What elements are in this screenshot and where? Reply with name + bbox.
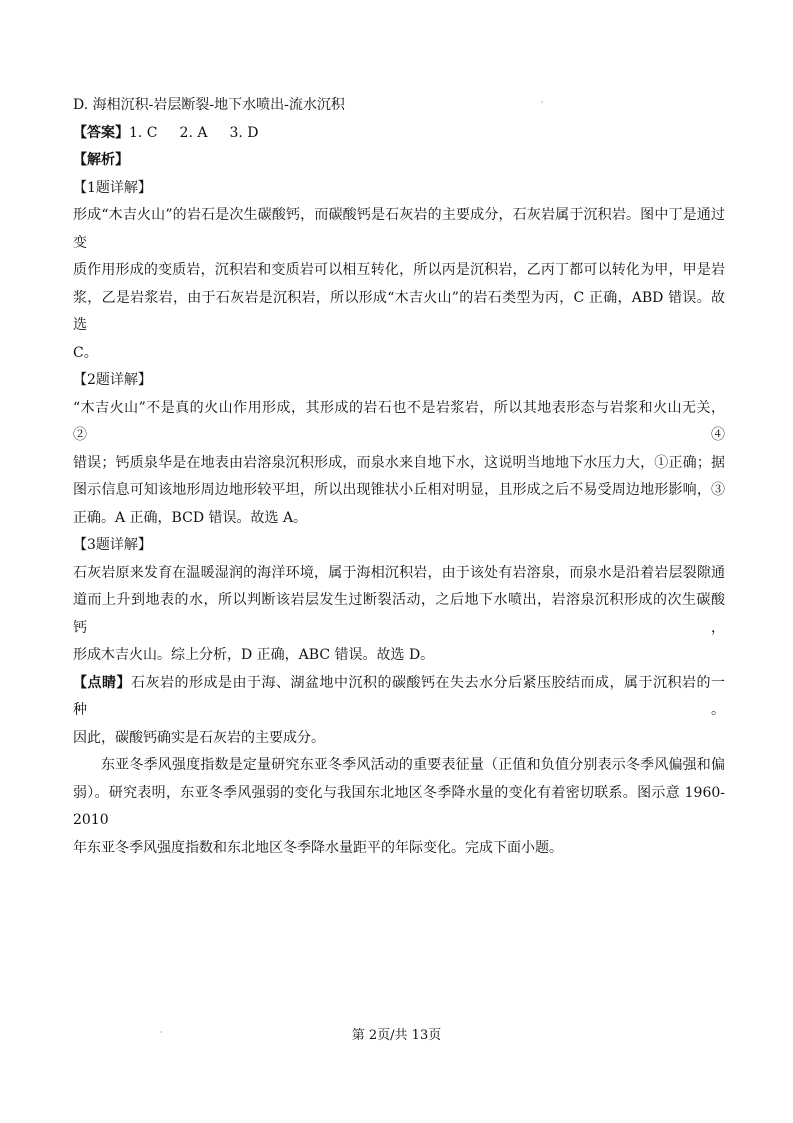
q1-line: 质作用形成的变质岩，沉积岩和变质岩可以相互转化，所以丙是沉积岩，乙丙丁都可以转化为甲，甲是岩 [73,262,725,278]
analysis-label: 【解析】 [73,152,129,168]
tip-label: 【点睛】 [73,674,131,691]
answer-label: 【答案】 [73,124,129,141]
q2-line: 正确。A 正确，BCD 错误。故选 A。 [73,509,308,526]
answer-line [73,120,725,148]
q3-line: 石灰岩原来发育在温暖湿润的海洋环境，属于海相沉积岩，由于该处有岩溶泉，而泉水是沿着岩层裂隙通 [73,564,725,581]
document-body [73,92,725,862]
answer-2: 2. A [179,124,208,141]
tip-text: 石灰岩的形成是由于海、湖盆地中沉积的碳酸钙在失去水分后紧压胶结而成，属于沉积岩的一种。 [73,674,725,718]
q1-line: 形成“木吉火山”的岩石是次生碳酸钙，而碳酸钙是石灰岩的主要成分，石灰岩属于沉积岩。图中丁是通过变 [73,207,725,251]
q1-line: 浆，乙是岩浆岩，由于石灰岩是沉积岩，所以形成“木吉火山”的岩石类型为丙，C 正确，ABD 错误。故选 [73,289,725,333]
intro-line: 年东亚冬季风强度指数和东北地区冬季降水量距平的年际变化。完成下面小题。 [73,839,563,856]
q3-line: 形成木吉火山。综上分析，D 正确，ABC 错误。故选 D。 [73,647,435,663]
intro-line: 弱）。研究表明，东亚冬季风强弱的变化与我国东北地区冬季降水量的变化有着密切联系。图示意 1960-2010 [73,784,725,828]
q2-line: 图示信息可知该地形周边地形较平坦，所以出现锥状小丘相对明显，且形成之后不易受周边地形影响，③ [73,482,725,498]
option-d: D. 海相沉积-岩层断裂-地下水喷出-流水沉积 [73,97,345,113]
answer-1: 1. C [129,124,158,141]
q3-heading: 【3题详解】 [73,537,152,553]
page-footer: 第 2页/共 13页 [351,1028,442,1043]
answer-3: 3. D [229,124,259,141]
q1-heading: 【1题详解】 [73,179,152,196]
q3-line: 道而上升到地表的水，所以判断该岩层发生过断裂活动，之后地下水喷出，岩溶泉沉积形成的次生碳酸钙， [73,592,725,636]
tip-line [73,670,725,725]
q1-line: C。 [73,344,98,361]
q2-line: 错误；钙质泉华是在地表由岩溶泉沉积形成，而泉水来自地下水，这说明当地地下水压力大，①正确；据 [73,454,725,471]
intro-line: 东亚冬季风强度指数是定量研究东亚冬季风活动的重要表征量（正值和负值分别表示冬季风偏强和偏 [101,757,725,773]
tip-line: 因此，碳酸钙确实是石灰岩的主要成分。 [73,729,325,746]
q2-heading: 【2题详解】 [73,372,152,388]
q2-line: “木吉火山”不是真的火山作用形成，其形成的岩石也不是岩浆岩，所以其地表形态与岩浆和火山无关，②④ [73,399,725,443]
